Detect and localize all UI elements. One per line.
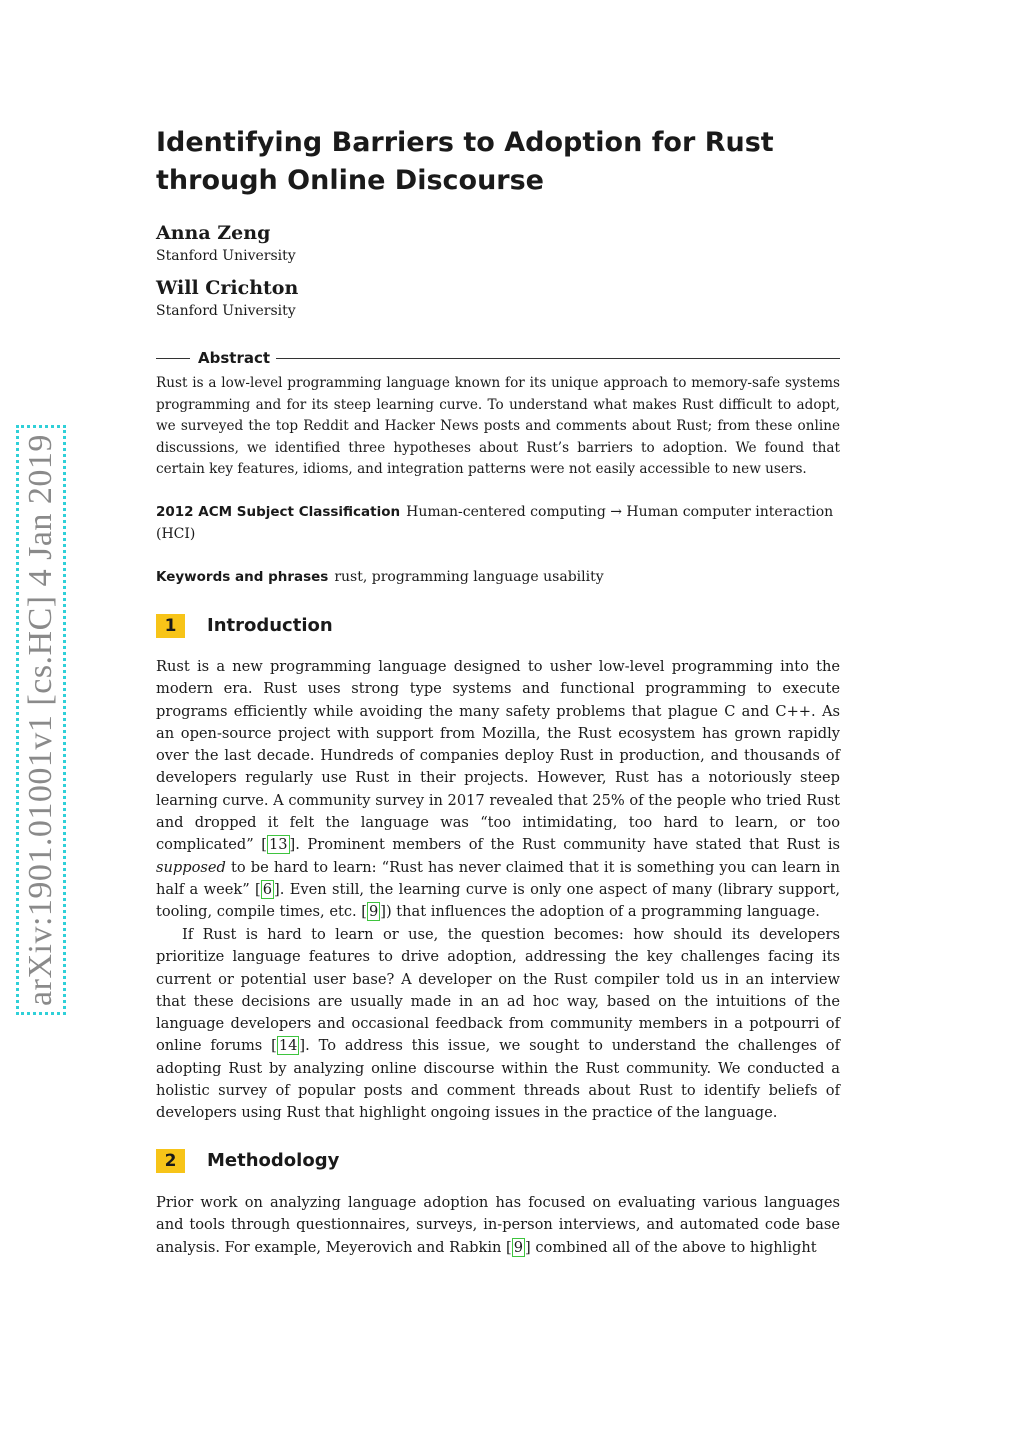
author-affiliation: Stanford University (156, 248, 296, 264)
text-run: If Rust is hard to learn or use, the question becomes: how should its developers prioritize language features to drive adoption, addressing the key challenges facing its current or potential user base? A developer on the Rust compiler told us in an interview that these decisions are usually made in an ad hoc way, based on the intuitions of the language developers and occasional feedback from community members in a potpourri of online forums [ (156, 926, 840, 1055)
acm-classification (156, 501, 840, 545)
text-run: Rust is a new programming language designed to usher low-level programming into the modern era. Rust uses strong type systems and functional programming to execute programs efficiently while avoiding the many safety problems that plague C and C++. As an open-source project with support from Mozilla, the Rust ecosystem has grown rapidly over the last decade. Hundreds of companies deploy Rust in production, and thousands of developers regularly use Rust in their projects. However, Rust has a notoriously steep learning curve. A community survey in 2017 revealed that 25% of the people who tried Rust and dropped it felt the language was “too intimidating, too hard to learn, or too complicated” [ (156, 658, 840, 854)
arxiv-identifier: arXiv:1901.01001v1 [cs.HC] 4 Jan 2019 (22, 434, 59, 1006)
abstract-label: Abstract (198, 349, 271, 367)
text-run: ]. Prominent members of the Rust community have stated that Rust is (289, 836, 840, 854)
citation-link[interactable]: 6 (262, 880, 273, 898)
text-run: ] combined all of the above to highlight (525, 1238, 817, 1256)
section-number: 2 (156, 1149, 185, 1173)
divider (156, 358, 190, 359)
section-title: Methodology (207, 1150, 340, 1171)
text-run: ]. Even still, the learning curve is only one aspect of many (library support, tooling, compile times, etc. [ (156, 880, 840, 921)
citation-link[interactable]: 13 (268, 836, 288, 854)
arxiv-side-stamp (16, 425, 66, 1015)
acm-label: 2012 ACM Subject Classification (156, 504, 401, 520)
emphasis: supposed (156, 858, 226, 876)
text-run: ]) that influences the adoption of a programming language. (380, 903, 820, 921)
text-run: to be hard to learn: “Rust has never claimed that it is something you can learn in half a week” [ (156, 858, 840, 898)
keywords (156, 566, 840, 588)
citation-link[interactable]: 9 (368, 903, 379, 921)
text-run: ]. To address this issue, we sought to understand the challenges of adopting Rust by analyzing online discourse within the Rust community. We conducted a holistic survey of popular posts and comment threads about Rust to identify beliefs of developers using Rust that highlight ongoing issues in the practice of the language. (156, 1037, 840, 1122)
abstract-heading (156, 349, 840, 367)
divider (276, 358, 840, 359)
author-name: Anna Zeng (156, 222, 271, 244)
intro-paragraph-2 (156, 924, 840, 1125)
text-run: Prior work on analyzing language adoption has focused on evaluating various languages and tools through questionnaires, surveys, in-person interviews, and automated code base analysis. For example, Meyerovich and Rabkin [ (156, 1194, 840, 1256)
citation-link[interactable]: 14 (278, 1037, 298, 1055)
intro-paragraph-1 (156, 656, 840, 924)
acm-value: Human-centered computing → Human computer interaction (HCI) (156, 504, 834, 542)
author-name: Will Crichton (156, 277, 299, 299)
author-affiliation: Stanford University (156, 303, 296, 319)
keywords-value: rust, programming language usability (334, 569, 604, 585)
keywords-label: Keywords and phrases (156, 569, 329, 585)
section-title: Introduction (207, 615, 333, 636)
section-number: 1 (156, 614, 185, 638)
citation-link[interactable]: 9 (513, 1238, 524, 1256)
abstract-text: Rust is a low-level programming language known for its unique approach to memory-safe systems programming and for its steep learning curve. To understand what makes Rust difficult to adopt, we surveyed the top Reddit and Hacker News posts and comments about Rust; from these online discussions, we identified three hypotheses about Rust’s barriers to adoption. We found that certain key features, idioms, and integration patterns were not easily accessible to new users. (156, 375, 840, 477)
methodology-paragraph-1 (156, 1192, 840, 1259)
paper-title: Identifying Barriers to Adoption for Rust through Online Discourse (156, 127, 774, 196)
